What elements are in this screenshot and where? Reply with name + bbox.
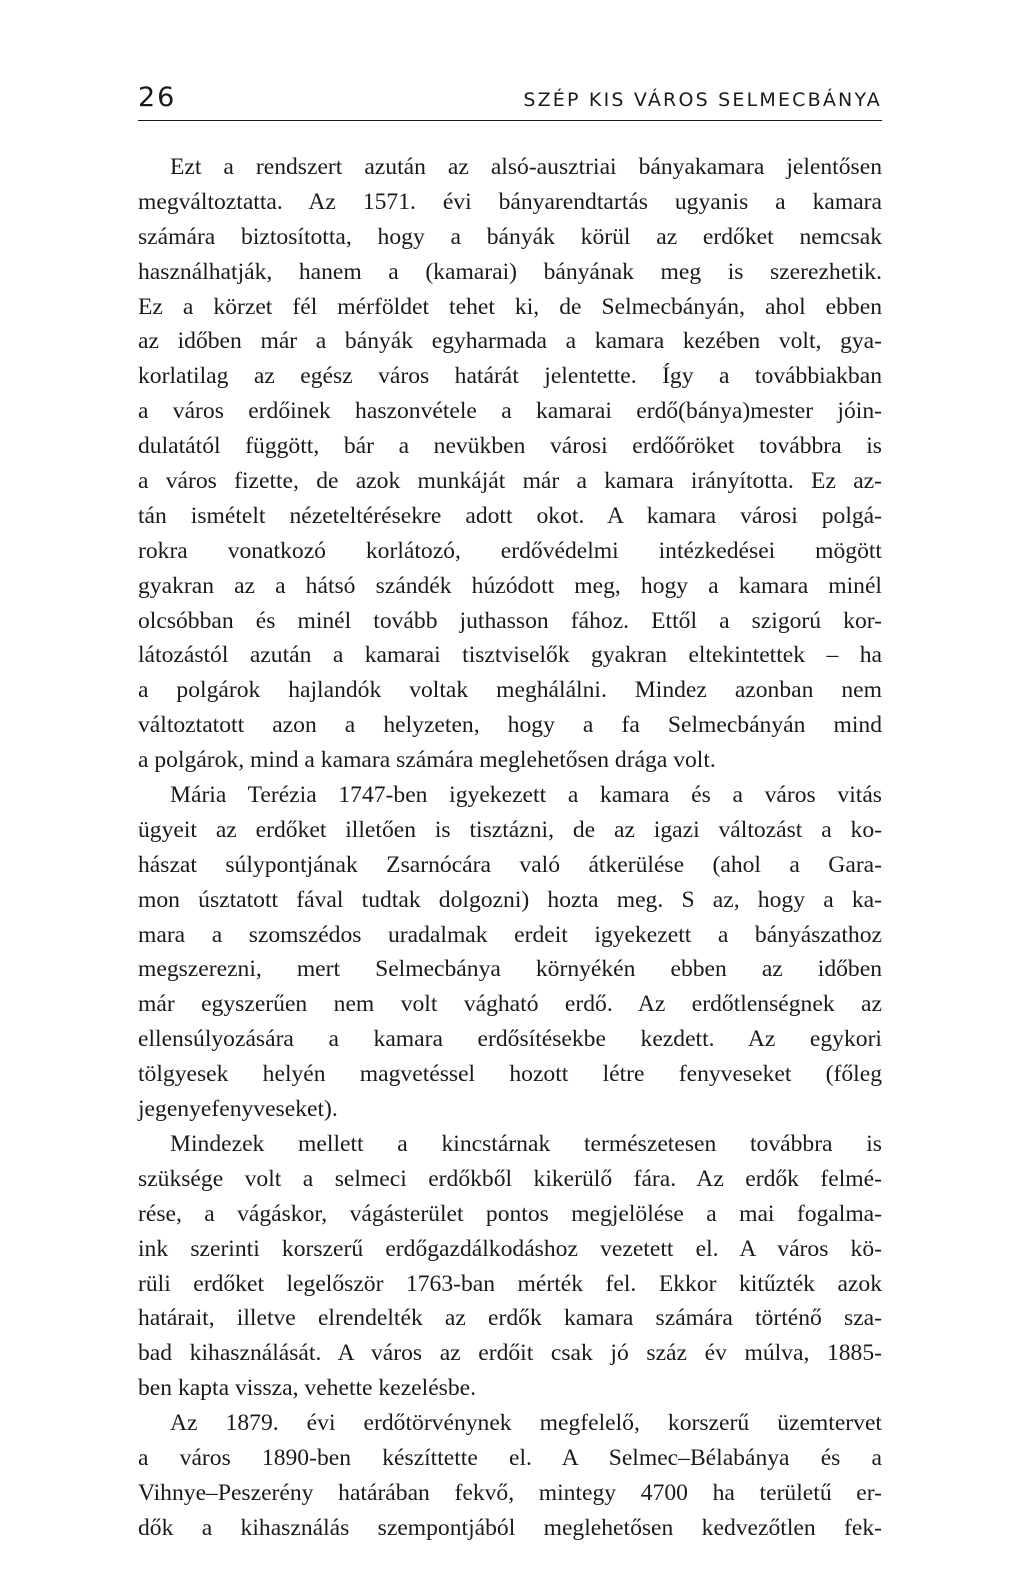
text-line: ben kapta vissza, vehette kezelésbe. (138, 1375, 477, 1402)
text-line: tán ismételt nézeteltérésekre adott okot. A kamara városi polgá- (138, 502, 882, 529)
text-line: ügyeit az erdőket illetően is tisztázni, de az igazi változást a ko- (138, 816, 882, 843)
text-line: hászat súlypontjának Zsarnócára való átkerülése (ahol a Gara- (138, 851, 882, 878)
text-line: látozástól azután a kamarai tisztviselők gyakran eltekintettek – ha (138, 642, 882, 669)
text-line: bad kihasználását. A város az erdőit csak jó száz év múlva, 1885- (138, 1340, 882, 1367)
text-line: Ez a körzet fél mérföldet tehet ki, de Selmecbányán, ahol ebben (138, 293, 882, 320)
text-line: Mária Terézia 1747-ben igyekezett a kamara és a város vitás (170, 782, 882, 809)
text-line: számára biztosította, hogy a bányák körül az erdőket nemcsak (138, 223, 882, 250)
body-text (138, 150, 882, 1546)
page-header (138, 78, 882, 118)
text-line: változtatott azon a helyzeten, hogy a fa Selmecbányán mind (138, 712, 882, 739)
text-line: a város 1890-ben készíttette el. A Selmec–Bélabánya és a (138, 1444, 882, 1471)
text-line: gyakran az a hátsó szándék húzódott meg, hogy a kamara minél (138, 572, 882, 599)
text-line: dulatától függött, bár a nevükben városi erdőőröket továbbra is (138, 433, 882, 460)
text-line: Mindezek mellett a kincstárnak természetesen továbbra is (170, 1130, 882, 1157)
text-line: tölgyesek helyén magvetéssel hozott létre fenyveseket (főleg (138, 1061, 882, 1088)
text-line: megszerezni, mert Selmecbánya környékén ebben az időben (138, 956, 882, 983)
text-line: már egyszerűen nem volt vágható erdő. Az erdőtlenségnek az (138, 991, 882, 1018)
text-line: ink szerinti korszerű erdőgazdálkodáshoz vezetett el. A város kö- (138, 1235, 882, 1262)
text-line: megváltoztatta. Az 1571. évi bányarendtartás ugyanis a kamara (138, 188, 882, 215)
text-line: mara a szomszédos uradalmak erdeit igyekezett a bányászathoz (138, 921, 882, 948)
text-line: a város fizette, de azok munkáját már a kamara irányította. Ez az- (138, 468, 882, 495)
text-line: korlatilag az egész város határát jelentette. Így a továbbiakban (138, 363, 882, 390)
text-line: mon úsztatott fával tudtak dolgozni) hozta meg. S az, hogy a ka- (138, 886, 882, 913)
text-line: rüli erdőket legelőször 1763-ban mérték fel. Ekkor kitűzték azok (138, 1270, 882, 1297)
page-number: 26 (138, 82, 177, 113)
text-line: jegenyefenyveseket). (138, 1096, 338, 1123)
text-line: szüksége volt a selmeci erdőkből kikerülő fára. Az erdők felmé- (138, 1165, 882, 1192)
text-line: rokra vonatkozó korlátozó, erdővédelmi intézkedései mögött (138, 537, 882, 564)
text-line: használhatják, hanem a (kamarai) bányának meg is szerezhetik. (138, 258, 882, 285)
text-line: Az 1879. évi erdőtörvénynek megfelelő, korszerű üzemtervet (170, 1410, 882, 1437)
text-line: határait, illetve elrendelték az erdők kamara számára történő sza- (138, 1305, 882, 1332)
running-title: SZÉP KIS VÁROS SELMECBÁNYA (523, 89, 882, 111)
header-rule (138, 120, 882, 121)
text-line: a polgárok hajlandók voltak meghálálni. Mindez azonban nem (138, 677, 882, 704)
text-line: Vihnye–Peszerény határában fekvő, mintegy 4700 ha területű er- (138, 1479, 882, 1506)
text-line: a polgárok, mind a kamara számára meglehetősen drága volt. (138, 747, 716, 774)
text-line: rése, a vágáskor, vágásterület pontos megjelölése a mai fogalma- (138, 1200, 882, 1227)
text-line: ellensúlyozására a kamara erdősítésekbe kezdett. Az egykori (138, 1026, 882, 1053)
text-line: olcsóbban és minél tovább juthasson fához. Ettől a szigorú kor- (138, 607, 882, 634)
text-line: Ezt a rendszert azután az alsó-ausztriai bányakamara jelentősen (170, 154, 882, 180)
text-line: az időben már a bányák egyharmada a kamara kezében volt, gya- (138, 328, 882, 355)
text-line: dők a kihasználás szempontjából meglehetősen kedvezőtlen fek- (138, 1514, 882, 1541)
text-line: a város erdőinek haszonvétele a kamarai erdő(bánya)mester jóin- (138, 398, 882, 425)
